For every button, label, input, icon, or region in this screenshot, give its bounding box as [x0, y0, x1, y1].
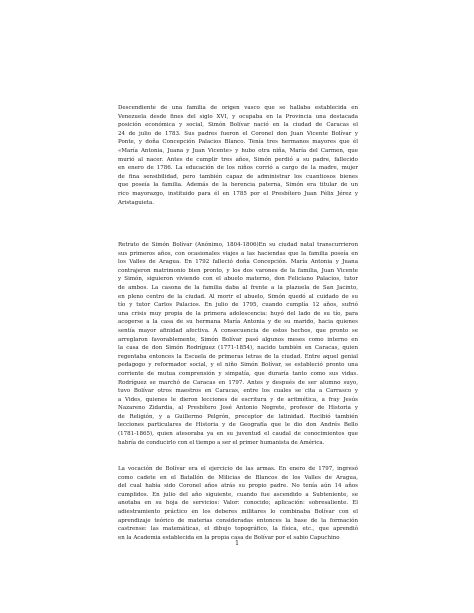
text-line: La vocación de Bolívar era el ejercicio de las armas. En enero de 1797, ingresó	[118, 466, 358, 472]
text-line: habría de conducirlo con el tiempo a ser el primer humanista de América.	[118, 439, 325, 446]
text-line: Aristaguieta.	[118, 199, 154, 206]
text-line: regentaba entonces la Escuela de primeras letras de la ciudad. Entre aquel genial	[118, 353, 358, 360]
text-line: la casa de don Simón Rodríguez (1771-1854), nacido también en Caracas, quien	[118, 345, 358, 352]
text-line: anotaba en su hoja de servicios: Valor: conocido; aplicación: sobresaliente. El	[118, 500, 358, 507]
text-line: tuvo Bolívar otros maestros en Caracas, entre los cuales se cita a Carrasco y	[118, 388, 358, 395]
text-line: adiestramiento práctico en los deberes militares lo combinaba Bolívar con el	[118, 508, 358, 515]
text-line: en pleno centro de la ciudad. Al morir el abuelo, Simón quedó al cuidado de su	[118, 293, 358, 300]
text-line: Ponte, y doña Concepción Palacios Blanco. Tenía tres hermanos mayores que él	[118, 139, 358, 146]
text-line: en la Academia establecida en la propia casa de Bolívar por el sabio Capuchino	[118, 534, 340, 541]
text-line: de fina sensibilidad, pero también capaz de administrar los cuantiosos bienes	[118, 173, 358, 180]
text-line: castrense: las matemáticas, el dibujo topográfico, la física, etc., que aprendió	[118, 526, 358, 533]
paragraph-1	[118, 104, 358, 207]
text-line: tío y tutor Carlos Palacios. En julio de 1795, cuando cumplía 12 años, sufrió	[118, 302, 358, 309]
text-line: Descendiente de una familia de origen vasco que se hallaba establecida en	[118, 105, 358, 111]
text-line: 24 de julio de 1783. Sus padres fueron el Coronel don Juan Vicente Bolívar y	[118, 130, 358, 137]
text-line: en enero de 1786. La educación de los niños corrió a cargo de la madre, mujer	[118, 165, 358, 172]
text-line: una crisis muy propia de la primera adolescencia: huyó del lado de su tío, para	[118, 310, 358, 317]
text-line: de Religión, y a Guillermo Pelgrón, preceptor de latinidad. Recibió también	[118, 413, 358, 420]
paragraph-3	[118, 465, 358, 542]
text-line: del cual había sido Coronel años atrás su propio padre. No tenía aún 14 años	[118, 483, 358, 490]
text-line: sentía mayor afinidad afectiva. A consecuencia de estos hechos, que pronto se	[118, 327, 358, 334]
text-line: que poseía la familia. Además de la herencia paterna, Simón era titular de un	[118, 182, 358, 189]
text-line: pedagogo y reformador social, y el niño Simón Bolívar, se estableció pronto una	[118, 362, 358, 369]
text-line: contrajeron matrimonio bien pronto, y los dos varones de la familia, Juan Vicente	[118, 267, 358, 274]
text-line: de ambos. La casona de la familia daba al frente a la plazuela de San Jacinto,	[118, 284, 358, 291]
text-line: acogerse a la casa de su hermana María Antonia y de su marido, hacia quienes	[118, 319, 358, 326]
text-line: Nazareno Zidardia, al Presbítero José Antonio Negrete, profesor de Historia y	[118, 405, 358, 412]
text-line: Rodríguez se marchó de Caracas en 1797. Antes y después de ser alumno suyo,	[118, 379, 358, 386]
text-line: sus primeros años, con ocasionales viajes a las haciendas que la familia poseía en	[118, 250, 358, 257]
text-line: a Vides, quienes le dieron lecciones de escritura y de aritmética, a fray Jesús	[118, 396, 358, 403]
page-number: 1	[235, 540, 239, 547]
text-line: posición económica y social, Simón Bolívar nació en la ciudad de Caracas el	[118, 122, 358, 129]
text-line: lecciones particulares de Historia y de Geografía que le dio don Andrés Bello	[118, 422, 358, 429]
text-line: murió al nacer. Antes de cumplir tres años, Simón perdió a su padre, fallecido	[118, 156, 358, 163]
text-line: «María Antonia, Juana y Juan Vicente» y hubo otra niña, María del Carmen, que	[118, 147, 358, 154]
text-line: como cadete en el Batallón de Milicias de Blancos de los Valles de Aragua,	[118, 474, 358, 481]
text-line: Retrato de Simón Bolívar (Anónimo, 1804-1806)En su ciudad natal transcurrieron	[118, 242, 358, 248]
text-line: arreglaron favorablemente, Simón Bolívar pasó algunos meses como interno en	[118, 336, 358, 343]
text-line: rico mayorazgo, instituido para él en 1785 por el Presbítero Juan Félix Jérez y	[118, 190, 358, 197]
text-line: aprendizaje teórico de materias consideradas entonces la base de la formación	[118, 517, 358, 524]
text-line: corriente de mutua comprensión y simpatía, que duraría tanto como sus vidas.	[118, 370, 358, 377]
text-line: (1781-1865), quien atesoraba ya en su juventud el caudal de conocimientos que	[118, 431, 358, 438]
text-line: cumplidos. En julio del año siguiente, cuando fue ascendido a Subteniente, se	[118, 491, 358, 498]
text-line: Venezuela desde fines del siglo XVI, y ocupaba en la Provincia una destacada	[118, 113, 358, 120]
text-line: y Simón, siguieron viviendo con el abuelo materno, don Feliciano Palacios, tutor	[118, 276, 358, 283]
text-line: los Valles de Aragua. En 1792 falleció doña Concepción. María Antonia y Juana	[118, 259, 358, 266]
paragraph-2	[118, 241, 358, 447]
